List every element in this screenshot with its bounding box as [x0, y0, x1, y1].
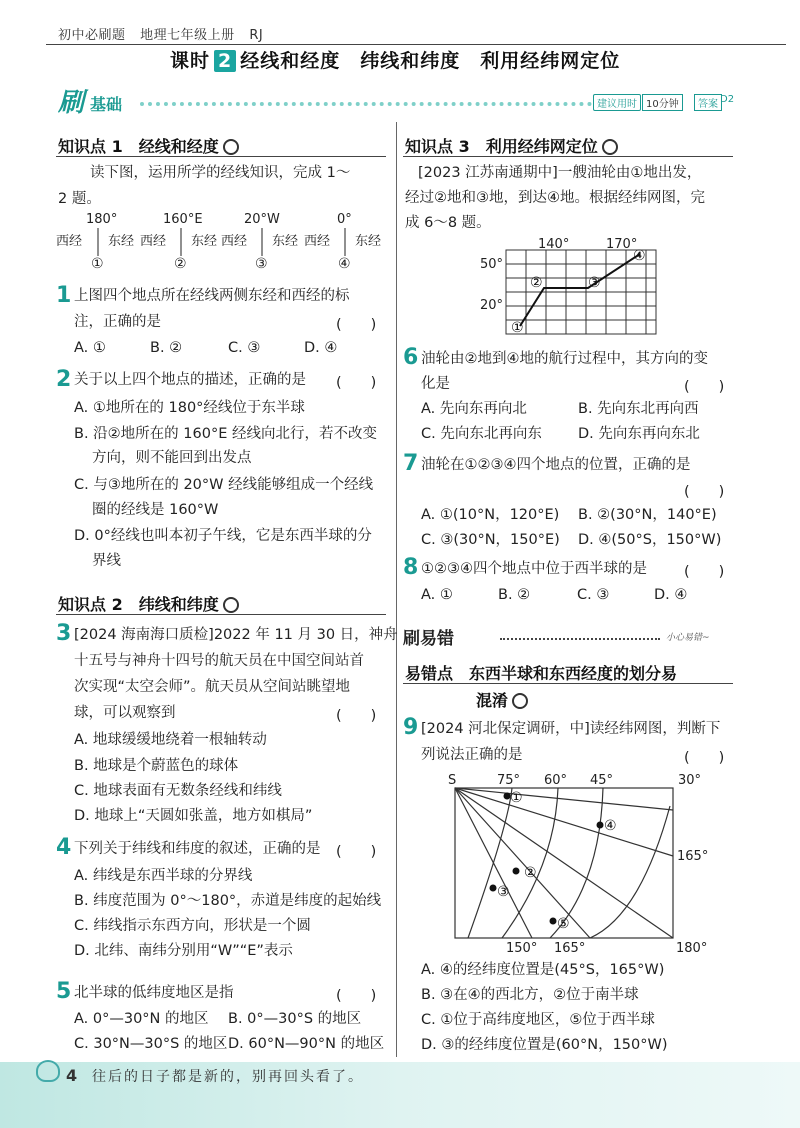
- target-icon: [602, 139, 618, 155]
- fig3-pole-label: S: [448, 773, 457, 788]
- q8-answer-blank[interactable]: ( ): [684, 564, 725, 580]
- target-icon: [223, 597, 239, 613]
- time-label: 建议用时: [593, 94, 641, 111]
- q9-option-a[interactable]: A. ④的经纬度位置是(45°S，165°W): [421, 962, 665, 978]
- q3-option-d[interactable]: D. 地球上“天圆如张盖，地方如棋局”: [74, 808, 313, 824]
- q8-option-b[interactable]: B. ②: [498, 587, 531, 603]
- knowledge-point-3-title: [405, 134, 618, 157]
- longitude-figure: [56, 208, 386, 272]
- kp2-title-text: 知识点 2 纬线和纬度: [58, 595, 219, 614]
- fig1-marker-4: ④: [338, 256, 351, 272]
- q6-option-b[interactable]: B. 先向东北再向西: [578, 401, 699, 417]
- q8-option-d[interactable]: D. ④: [654, 587, 688, 603]
- q5-number: 5: [56, 979, 72, 1004]
- q2-option-a[interactable]: A. ①地所在的 180°经线位于东半球: [74, 400, 305, 416]
- fig3-right-label: 165°: [677, 849, 709, 864]
- q4-answer-blank[interactable]: ( ): [336, 844, 377, 860]
- q1-line1: 上图四个地点所在经线两侧东经和西经的标: [74, 288, 350, 304]
- answer-page: D2: [720, 94, 735, 105]
- error-title-cont-text: 混淆: [476, 691, 509, 710]
- fig1-east-3: 东经: [272, 234, 299, 249]
- fig2-left-label-2: 20°: [480, 298, 504, 313]
- answer-label: 答案: [694, 94, 722, 111]
- knowledge-point-2-title: [58, 592, 239, 615]
- q4-number: 4: [56, 835, 72, 860]
- q4-option-b[interactable]: B. 纬度范围为 0°～180°，赤道是纬度的起始线: [74, 893, 382, 909]
- kp1-intro-line2: 2 题。: [58, 191, 101, 207]
- book-info: [58, 24, 273, 43]
- fig3-bottom-label-1: 150°: [506, 941, 538, 956]
- fig1-lon-1: 180°: [86, 212, 118, 227]
- fig2-point-1: ①: [511, 320, 524, 336]
- fig3-point-5: ⑤: [557, 916, 570, 932]
- subject-name: 地理七年级上册: [140, 28, 235, 43]
- fig2-point-3: ③: [588, 275, 601, 291]
- q6-line1: 油轮由②地到④地的航行过程中，其方向的变: [421, 351, 708, 367]
- q7-option-a[interactable]: A. ①(10°N，120°E): [421, 507, 560, 523]
- q3-number: 3: [56, 621, 72, 646]
- q9-answer-blank[interactable]: ( ): [684, 750, 725, 766]
- q5-option-b[interactable]: B. 0°—30°S 的地区: [228, 1011, 362, 1027]
- q5-answer-blank[interactable]: ( ): [336, 988, 377, 1004]
- grid-route-figure: [470, 236, 670, 340]
- lesson-number-badge: 2: [214, 50, 236, 72]
- q5-option-c[interactable]: C. 30°N—30°S 的地区: [74, 1036, 228, 1052]
- column-divider: [396, 122, 397, 1057]
- target-icon: [223, 139, 239, 155]
- q5-stem: 北半球的低纬度地区是指: [74, 985, 234, 1001]
- q3-line1: [2024 海南海口质检]2022 年 11 月 30 日，神舟: [74, 627, 398, 643]
- lesson-title-text: 经线和经度 纬线和纬度 利用经纬网定位: [240, 50, 621, 72]
- kp3-line3: 成 6～8 题。: [405, 215, 491, 231]
- polar-grid-figure: [440, 766, 710, 958]
- fig2-point-4: ④: [633, 248, 646, 264]
- q7-answer-blank[interactable]: ( ): [684, 484, 725, 500]
- fig1-lon-2: 160°E: [163, 212, 203, 227]
- fig3-top-label-1: 75°: [497, 773, 521, 788]
- fig3-point-3: ③: [497, 884, 510, 900]
- fig3-bottom-label-3: 180°: [676, 941, 708, 956]
- edition: RJ: [249, 28, 264, 43]
- q3-option-a[interactable]: A. 地球缓缓地绕着一根轴转动: [74, 732, 267, 748]
- fig2-left-label-1: 50°: [480, 257, 504, 272]
- q9-line1: [2024 河北保定调研，中]读经纬网图，判断下: [421, 721, 721, 737]
- fig1-marker-2: ②: [174, 256, 187, 272]
- target-icon: [512, 693, 528, 709]
- q7-option-b[interactable]: B. ②(30°N，140°E): [578, 507, 717, 523]
- kp3-line1: [2023 江苏南通期中]一艘油轮由①地出发，: [418, 165, 702, 181]
- q3-option-b[interactable]: B. 地球是个蔚蓝色的球体: [74, 758, 239, 774]
- fig1-lon-4: 0°: [337, 212, 352, 227]
- q3-line2: 十五号与神舟十四号的航天员在中国空间站首: [74, 653, 364, 669]
- q4-option-a[interactable]: A. 纬线是东西半球的分界线: [74, 868, 253, 884]
- q8-stem: ①②③④四个地点中位于西半球的是: [421, 561, 647, 577]
- fig3-top-label-4: 30°: [678, 773, 702, 788]
- q2-stem: 关于以上四个地点的描述，正确的是: [74, 372, 306, 388]
- fig1-marker-3: ③: [255, 256, 268, 272]
- q4-option-c[interactable]: C. 纬线指示东西方向，形状是一个圆: [74, 918, 311, 934]
- fig2-top-label-2: 170°: [606, 237, 638, 252]
- q2-answer-blank[interactable]: ( ): [336, 375, 377, 391]
- q3-answer-blank[interactable]: ( ): [336, 708, 377, 724]
- q6-number: 6: [403, 345, 419, 370]
- kp1-title-text: 知识点 1 经线和经度: [58, 137, 219, 156]
- q2-option-d[interactable]: D. 0°经线也叫本初子午线，它是东西半球的分: [74, 528, 372, 544]
- kp3-line2: 经过②地和③地，到达④地。根据经纬网图，完: [405, 190, 705, 206]
- knowledge-point-1-title: [58, 134, 239, 157]
- q3-line3: 次实现“太空会师”。航天员从空间站眺望地: [74, 679, 351, 695]
- fig1-west-4: 西经: [304, 234, 331, 249]
- q1-option-c[interactable]: C. ③: [228, 340, 261, 356]
- time-value: 10分钟: [642, 94, 683, 111]
- q1-option-b[interactable]: B. ②: [150, 340, 183, 356]
- q1-line2: 注，正确的是: [74, 314, 161, 330]
- error-title-underline: [403, 683, 733, 684]
- error-note: 小心易错~: [666, 633, 710, 643]
- q9-number: 9: [403, 715, 419, 740]
- q8-number: 8: [403, 555, 419, 580]
- page-number: 4: [66, 1066, 78, 1085]
- book-name: 初中必刷题: [58, 28, 126, 43]
- q8-option-a[interactable]: A. ①: [421, 587, 453, 603]
- section-label: 基础: [90, 95, 123, 114]
- fig3-bottom-label-2: 165°: [554, 941, 586, 956]
- fig3-point-4: ④: [604, 818, 617, 834]
- q9-option-b[interactable]: B. ③在④的西北方，②位于南半球: [421, 987, 639, 1003]
- fig3-top-label-3: 45°: [590, 773, 614, 788]
- error-point-title-cont: [476, 688, 528, 711]
- q9-line2: 列说法正确的是: [421, 747, 523, 763]
- fig1-marker-1: ①: [91, 256, 104, 272]
- q1-option-a[interactable]: A. ①: [74, 340, 106, 356]
- fig1-east-2: 东经: [191, 234, 218, 249]
- section-divider: [140, 102, 592, 106]
- kp2-underline: [56, 614, 386, 615]
- error-section-divider: [500, 638, 660, 640]
- q2-option-b-cont: 方向，则不能回到出发点: [92, 450, 252, 466]
- header-rule: [46, 44, 786, 45]
- fig3-point-2: ②: [524, 865, 537, 881]
- q6-option-a[interactable]: A. 先向东再向北: [421, 401, 527, 417]
- q7-option-d[interactable]: D. ④(50°S，150°W): [578, 532, 722, 548]
- error-section-header: 刷易错: [403, 629, 454, 649]
- error-point-title: 易错点 东西半球和东西经度的划分易: [405, 664, 678, 683]
- kp1-intro-line1: 读下图，运用所学的经线知识，完成 1～: [90, 165, 351, 181]
- q2-option-b[interactable]: B. 沿②地所在的 160°E 经线向北行，若不改变: [74, 426, 377, 442]
- fig2-point-2: ②: [530, 275, 543, 291]
- q4-option-d[interactable]: D. 北纬、南纬分别用“W”“E”表示: [74, 943, 293, 959]
- fig1-east-1: 东经: [108, 234, 135, 249]
- q6-answer-blank[interactable]: ( ): [684, 379, 725, 395]
- snail-icon: [36, 1060, 60, 1082]
- q4-stem: 下列关于纬线和纬度的叙述，正确的是: [74, 841, 321, 857]
- brand-logo: 刷: [58, 88, 85, 118]
- fig3-top-label-2: 60°: [544, 773, 568, 788]
- q6-option-c[interactable]: C. 先向东北再向东: [421, 426, 542, 442]
- q7-number: 7: [403, 451, 419, 476]
- fig1-west-2: 西经: [140, 234, 167, 249]
- q5-option-d[interactable]: D. 60°N—90°N 的地区: [228, 1036, 385, 1052]
- footer-motto: 往后的日子都是新的，别再回头看了。: [92, 1069, 364, 1085]
- q8-option-c[interactable]: C. ③: [577, 587, 610, 603]
- q2-option-c[interactable]: C. 与③地所在的 20°W 经线能够组成一个经线: [74, 477, 374, 493]
- q6-line2: 化是: [421, 376, 450, 392]
- q1-number: 1: [56, 283, 72, 308]
- q2-number: 2: [56, 367, 72, 392]
- q3-option-c[interactable]: C. 地球表面有无数条经线和纬线: [74, 783, 282, 799]
- q9-option-c[interactable]: C. ①位于高纬度地区，⑤位于西半球: [421, 1012, 655, 1028]
- q6-option-d[interactable]: D. 先向东再向东北: [578, 426, 700, 442]
- q1-option-d[interactable]: D. ④: [304, 340, 338, 356]
- fig1-west-3: 西经: [221, 234, 248, 249]
- fig2-top-label-1: 140°: [538, 237, 570, 252]
- q3-line4: 球，可以观察到: [74, 705, 176, 721]
- q5-option-a[interactable]: A. 0°—30°N 的地区: [74, 1011, 209, 1027]
- q7-stem: 油轮在①②③④四个地点的位置，正确的是: [421, 457, 691, 473]
- q2-option-c-cont: 圈的经线是 160°W: [92, 502, 219, 518]
- kp1-underline: [56, 156, 386, 157]
- q9-option-d[interactable]: D. ③的经纬度位置是(60°N，150°W): [421, 1037, 668, 1053]
- fig3-point-1: ①: [510, 790, 523, 806]
- q7-option-c[interactable]: C. ③(30°N，150°E): [421, 532, 560, 548]
- q1-answer-blank[interactable]: ( ): [336, 317, 377, 333]
- fig1-east-4: 东经: [355, 234, 382, 249]
- page-title: [170, 46, 620, 73]
- fig1-west-1: 西经: [56, 234, 83, 249]
- fig1-lon-3: 20°W: [244, 212, 280, 227]
- kp3-title-text: 知识点 3 利用经纬网定位: [405, 137, 598, 156]
- lesson-prefix: 课时: [170, 50, 211, 72]
- q2-option-d-cont: 界线: [92, 553, 121, 569]
- kp3-underline: [403, 156, 733, 157]
